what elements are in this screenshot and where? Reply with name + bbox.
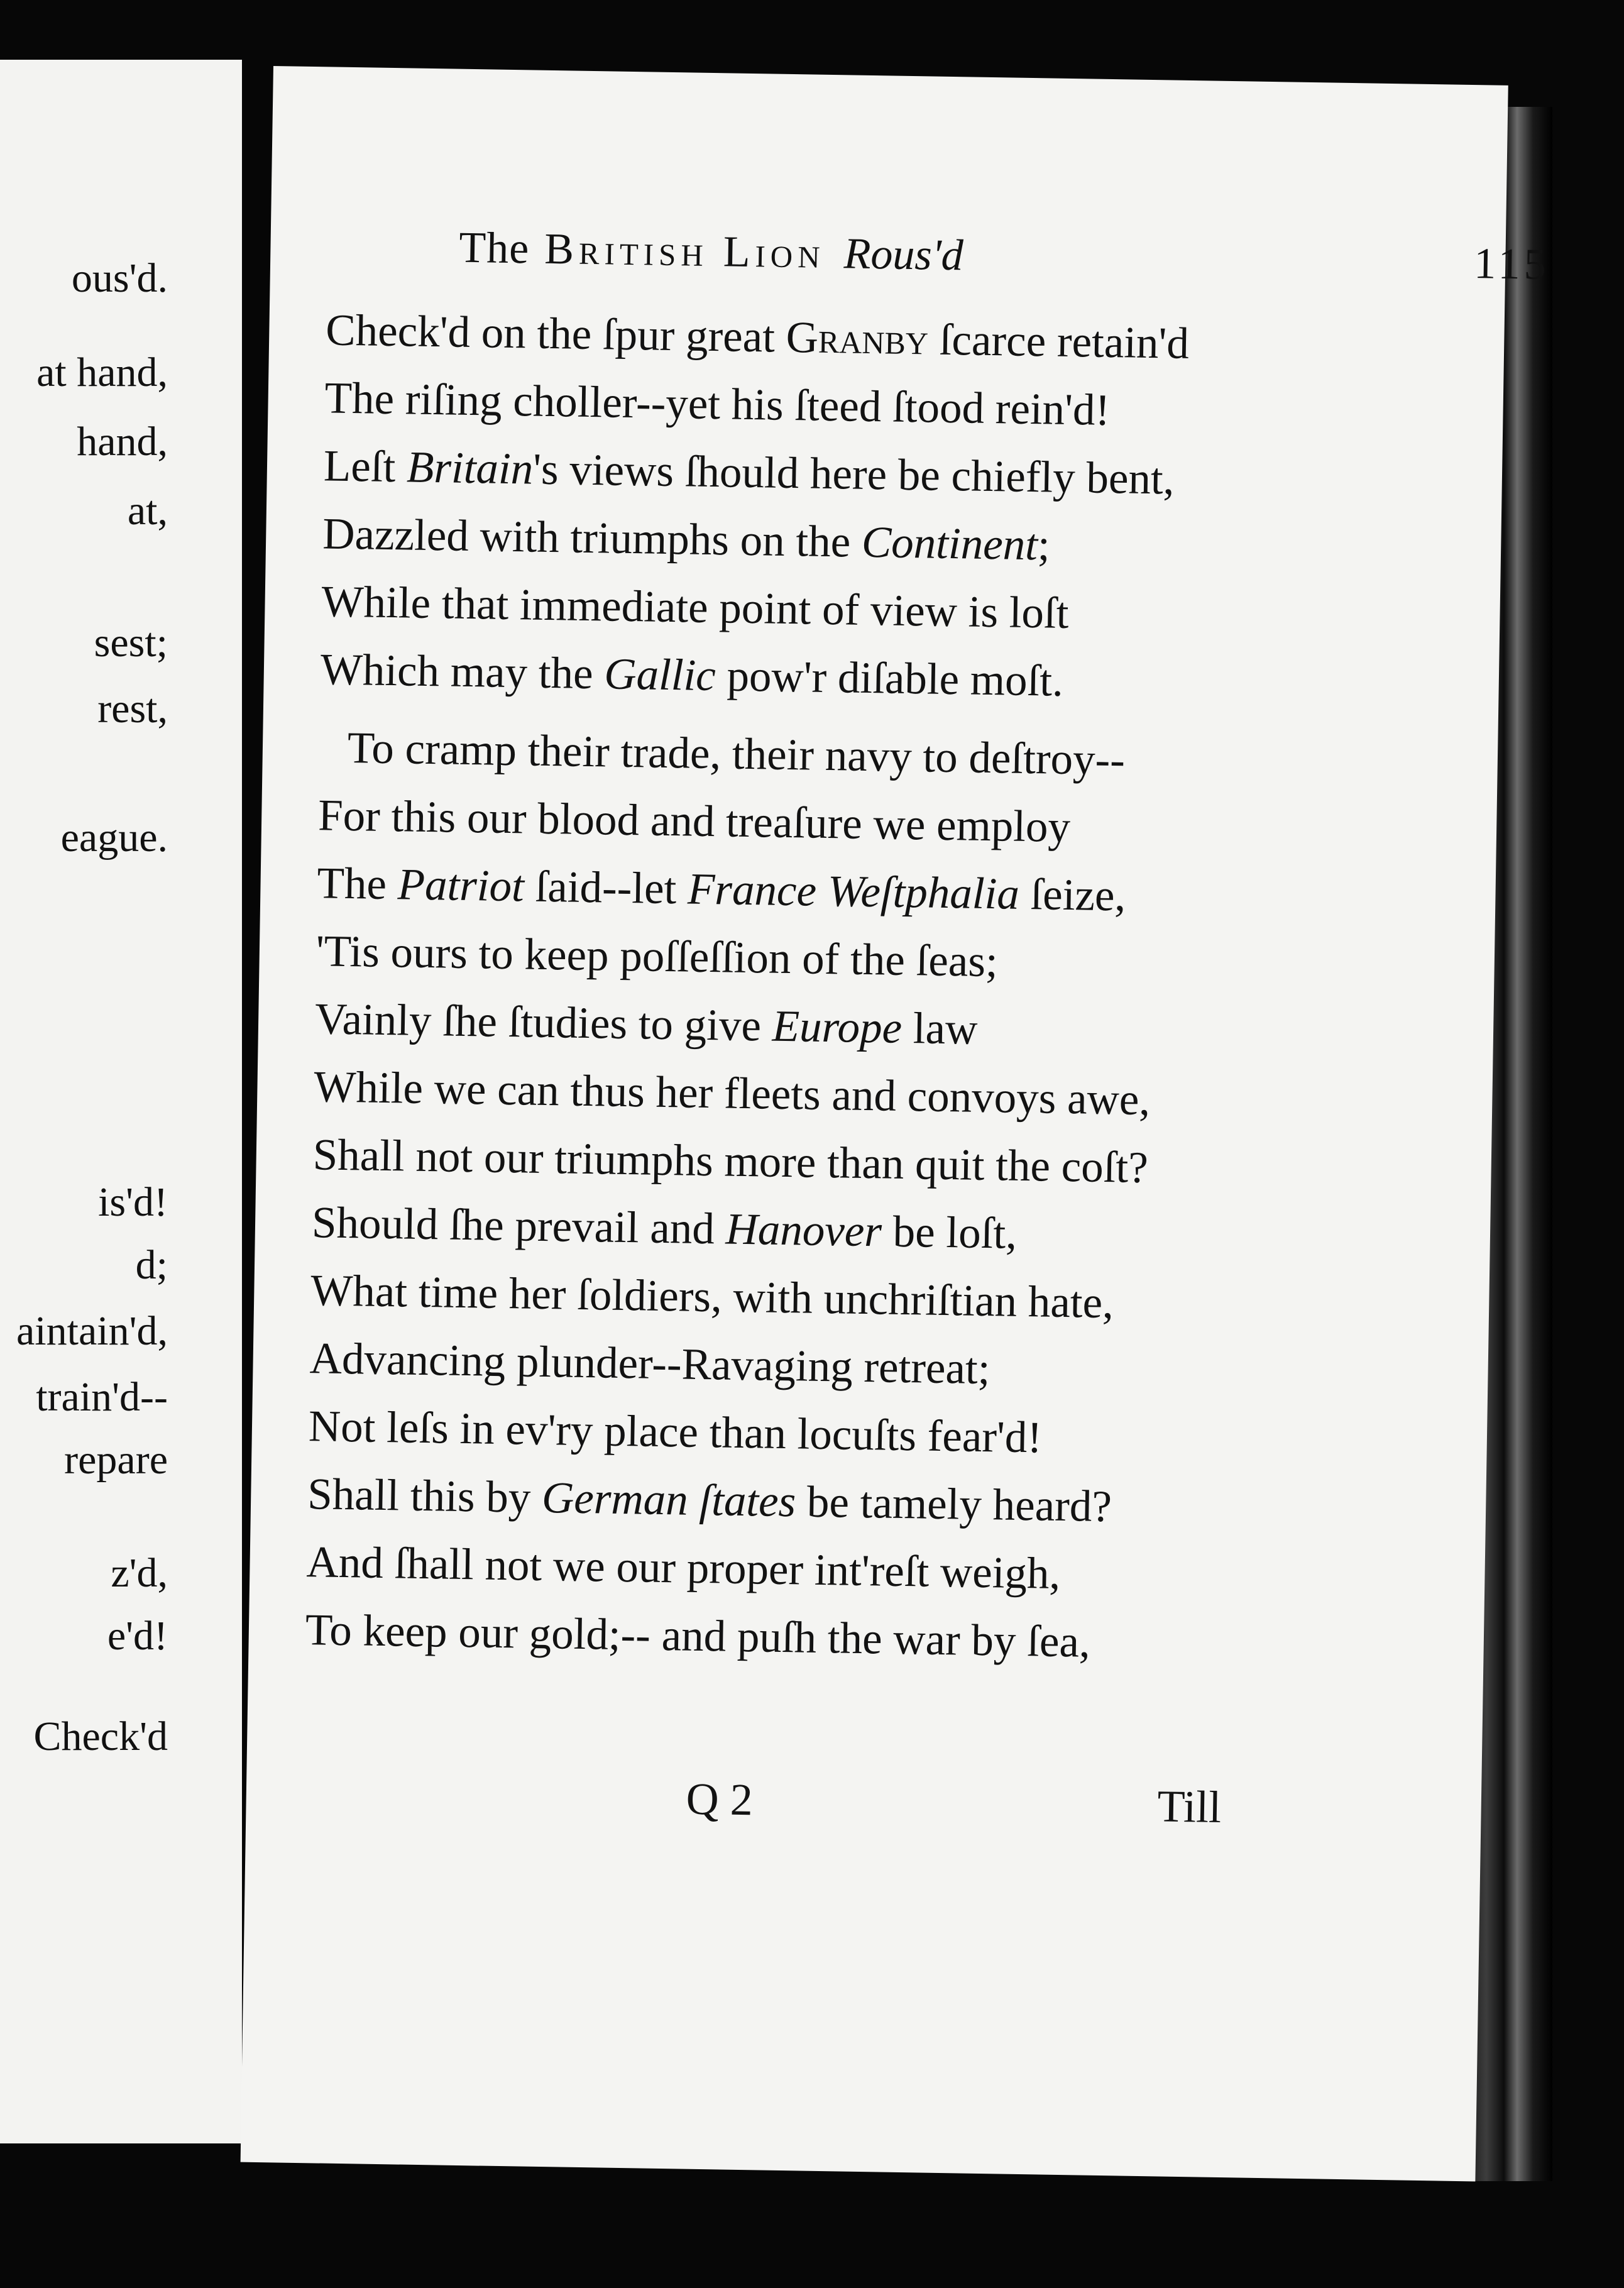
poem-line: While we can thus her fleets and convoys awe, <box>313 1062 1151 1125</box>
left-page-line: ous'd. <box>71 255 168 301</box>
left-page-line: repare <box>64 1437 168 1483</box>
poem-line: What time her ſoldiers, with unchriſtian hate, <box>310 1266 1114 1328</box>
poem-line: Vainly ſhe ſtudies to give Europe law <box>314 994 978 1054</box>
left-page-catchword: Check'd <box>33 1713 168 1759</box>
left-page-line: z'd, <box>111 1550 168 1596</box>
header-british: British <box>544 224 709 276</box>
left-page-line: rest, <box>97 686 168 732</box>
poem-line: Not leſs in ev'ry place than locuſts fear'd! <box>308 1402 1043 1463</box>
poem-line: The Patriot ſaid--let France Weſtphalia ſeize, <box>316 859 1126 921</box>
poem-line: Advancing plunder--Ravaging retreat; <box>309 1334 991 1394</box>
page-footer <box>246 1766 1478 1855</box>
poem-line: To cramp their trade, their navy to deſtroy-- <box>347 723 1126 785</box>
left-page-line: at, <box>127 488 168 534</box>
left-page-line: eague. <box>60 815 168 861</box>
catchword: Till <box>1157 1781 1222 1833</box>
poem-line: Leſt Britain's views ſhould here be chiefly bent, <box>323 441 1175 504</box>
header-rousd: Rous'd <box>843 229 964 280</box>
left-page-line: d; <box>135 1242 168 1288</box>
poem-line: And ſhall not we our proper int'reſt weigh, <box>306 1537 1061 1598</box>
left-page-line: is'd! <box>98 1179 168 1225</box>
left-page-line: at hand, <box>36 349 168 395</box>
poem-line: Which may the Gallic pow'r diſable moſt. <box>320 645 1064 706</box>
right-page <box>241 66 1550 2181</box>
poem-line: To keep our gold;-- and puſh the war by ſea, <box>305 1605 1091 1667</box>
left-page-line: sest; <box>94 620 168 666</box>
poem-line: For this our blood and treaſure we employ <box>317 791 1071 852</box>
running-header <box>458 223 1550 290</box>
left-page-line: hand, <box>77 419 168 465</box>
page-number: 115 <box>1473 239 1550 289</box>
poem-line: Dazzled with triumphs on the Continent; <box>322 509 1051 570</box>
poem-line: While that immediate point of view is loſt <box>321 577 1070 638</box>
header-lion: Lion <box>723 228 826 278</box>
poem-line: 'Tis ours to keep poſſeſſion of the ſeas; <box>315 927 999 987</box>
signature-mark: Q 2 <box>686 1773 754 1825</box>
left-page-line: e'd! <box>107 1613 168 1659</box>
header-the: The <box>458 223 530 273</box>
left-page-line: aintain'd, <box>16 1308 168 1354</box>
poem-text <box>305 296 1495 1682</box>
poem-line: Should ſhe prevail and Hanover be loſt, <box>311 1198 1018 1258</box>
left-page <box>0 60 242 2143</box>
poem-line: Shall this by German ſtates be tamely heard? <box>307 1470 1112 1532</box>
poem-line: Check'd on the ſpur great Granby ſcarce retain'd <box>325 305 1190 368</box>
left-page-line: train'd-- <box>36 1374 168 1420</box>
poem-line: The riſing choller--yet his ſteed ſtood rein'd! <box>324 373 1111 435</box>
poem-line: Shall not our triumphs more than quit the coſt? <box>312 1130 1149 1193</box>
